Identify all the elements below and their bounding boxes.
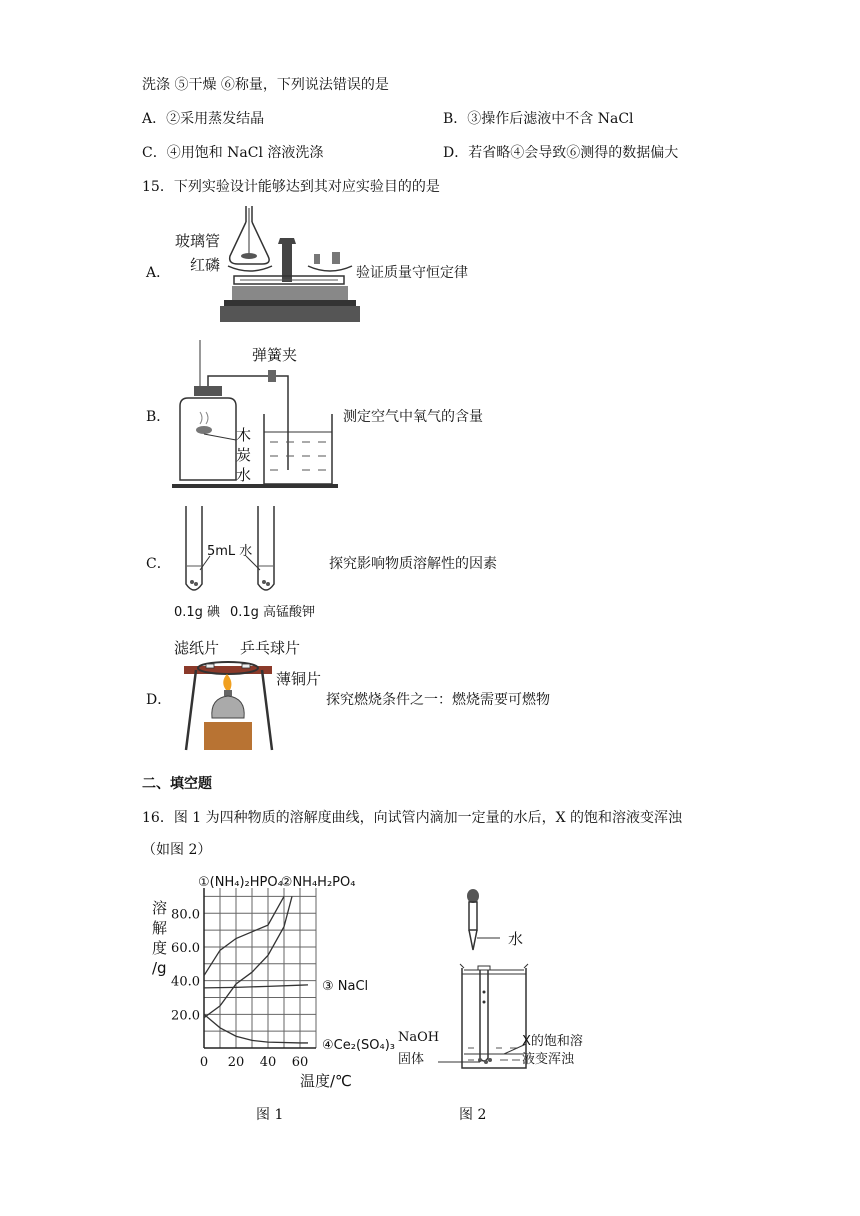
ylabel-char: 度 <box>152 939 168 957</box>
label-red-phosphorus: 红磷 <box>190 256 221 274</box>
ylabel-char: 溶 <box>152 899 168 917</box>
x-tick-label: 40 <box>259 1055 277 1070</box>
label-iodine: 0.1g 碘 <box>174 605 221 620</box>
label-naoh: NaOH <box>398 1030 440 1045</box>
solubility-chart <box>160 875 410 1090</box>
q15-b-letter: B． <box>146 409 171 425</box>
series-label: ④Ce₂(SO₄)₃ <box>322 1037 395 1053</box>
ylabel-char: /g <box>152 959 167 977</box>
label-kmno4: 0.1g 高锰酸钾 <box>230 605 316 620</box>
q16-line1: 16．图 1 为四种物质的溶解度曲线，向试管内滴加一定量的水后，X 的饱和溶液变浑浊 <box>142 810 683 826</box>
oxygen-apparatus-figure <box>172 340 338 490</box>
q14-option-b: B．③操作后滤液中不含 NaCl <box>443 111 634 127</box>
label-5ml-water: 5mL 水 <box>207 544 253 559</box>
y-tick-label: 40.0 <box>171 974 200 990</box>
x-tick-label: 0 <box>199 1055 209 1070</box>
series-line <box>204 896 292 1017</box>
q14-option-d: D．若省略④会导致⑥测得的数据偏大 <box>443 145 679 161</box>
label-water: 水 <box>236 466 252 484</box>
figure1-caption: 图 1 <box>256 1107 284 1123</box>
q14-option-c: C．④用饱和 NaCl 溶液洗涤 <box>142 145 324 161</box>
label-filter-paper: 滤纸片 <box>174 639 220 657</box>
q16-line2: （如图 2） <box>142 842 212 858</box>
x-tick-label: 60 <box>291 1055 309 1070</box>
y-tick-label: 20.0 <box>171 1008 200 1024</box>
q15-c-desc: 探究影响物质溶解性的因素 <box>329 556 497 572</box>
combustion-figure <box>180 660 280 754</box>
figure2-caption: 图 2 <box>459 1107 487 1123</box>
q15-d-letter: D． <box>146 692 172 708</box>
y-tick-label: 80.0 <box>171 907 200 923</box>
label-copper-sheet: 薄铜片 <box>276 670 322 688</box>
intro-line: 洗涤 ⑤干燥 ⑥称量，下列说法错误的是 <box>142 77 389 93</box>
ylabel-char: 解 <box>152 919 168 937</box>
series-label: ①(NH₄)₂HPO₄ <box>198 875 283 890</box>
q15-d-desc: 探究燃烧条件之一：燃烧需要可燃物 <box>326 692 550 708</box>
label-glass-tube: 玻璃管 <box>175 232 221 250</box>
series-label: ③ NaCl <box>322 979 369 994</box>
q15-c-letter: C． <box>146 556 171 572</box>
label-pingpong: 乒乓球片 <box>240 639 301 657</box>
label-naoh-solid: 固体 <box>398 1052 425 1067</box>
q15-a-letter: A． <box>146 265 171 281</box>
q14-option-a: A．②采用蒸发结晶 <box>142 111 265 127</box>
y-tick-label: 60.0 <box>171 940 200 956</box>
q15-stem: 15．下列实验设计能够达到其对应实验目的的是 <box>142 179 440 195</box>
label-charcoal-2: 炭 <box>236 446 252 464</box>
q15-b-desc: 测定空气中氧气的含量 <box>343 409 483 425</box>
series-label: ②NH₄H₂PO₄ <box>280 875 356 890</box>
label-spring-clip: 弹簧夹 <box>252 346 298 364</box>
label-x-solution-1: X的饱和溶 <box>522 1034 583 1049</box>
label-water-fig2: 水 <box>508 930 524 948</box>
label-charcoal-1: 木 <box>236 426 252 444</box>
balance-apparatus-figure <box>220 204 360 326</box>
chart-xlabel: 温度/℃ <box>300 1072 352 1090</box>
label-x-solution-2: 液变浑浊 <box>522 1052 575 1067</box>
q15-a-desc: 验证质量守恒定律 <box>356 265 468 281</box>
section-title: 二、填空题 <box>142 776 212 792</box>
x-tick-label: 20 <box>227 1055 245 1070</box>
